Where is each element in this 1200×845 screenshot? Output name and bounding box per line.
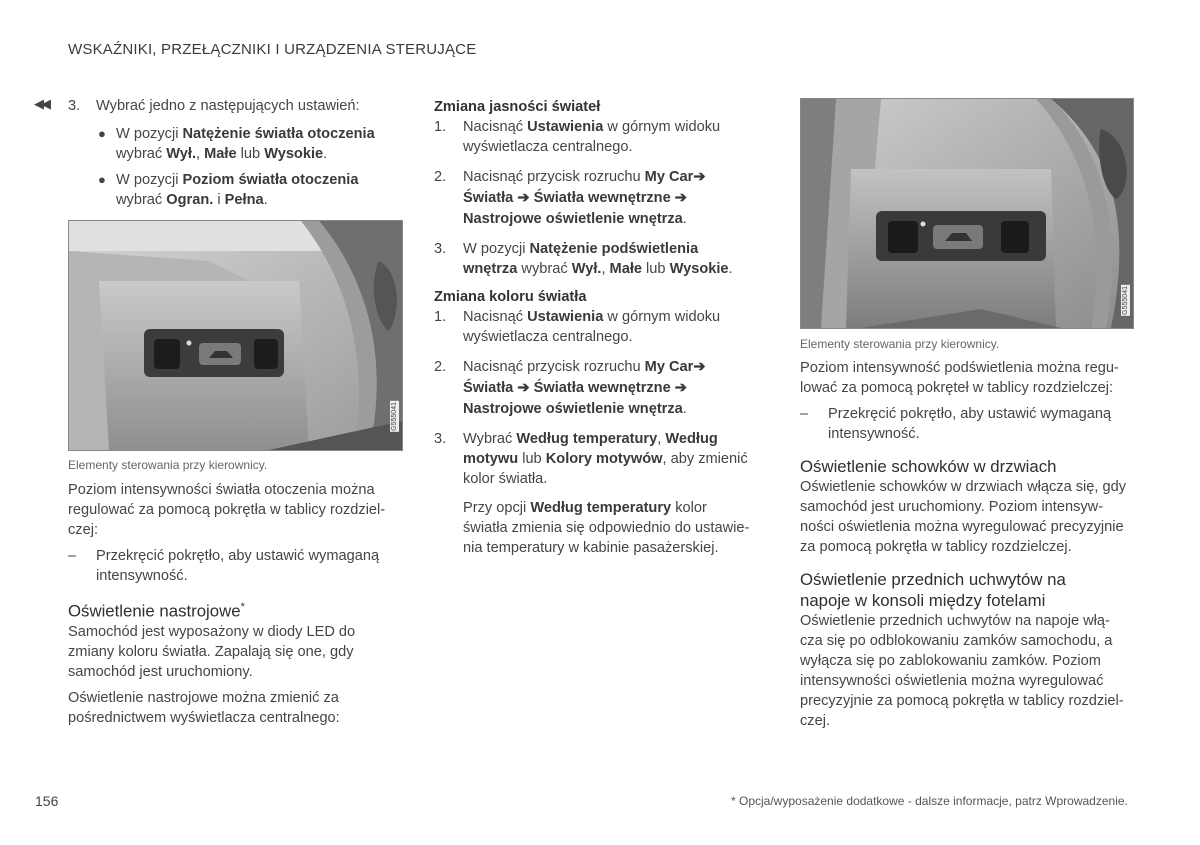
step-number: 3. <box>434 241 447 257</box>
footnote-marker: * <box>240 601 245 613</box>
arrow-right-icon: ➔ <box>517 190 530 206</box>
dash-item <box>800 404 1140 444</box>
text: Przekręcić pokrętło, aby ustawić wymaganą <box>96 548 380 564</box>
section-heading <box>68 597 403 622</box>
step-number: 2. <box>434 169 447 185</box>
option: Ogran. <box>166 192 214 208</box>
photo-caption: Elementy sterowania przy kierownicy. <box>800 337 1000 351</box>
step-3 <box>434 239 769 279</box>
paragraph-line: intensywności oświetlenia można wyregulować <box>800 673 1104 689</box>
paragraph-line: za pomocą pokrętła w tablicy rozdzielczej. <box>800 539 1072 555</box>
text: kolor światła. <box>463 471 548 487</box>
text: nia temperatury w kabinie pasażerskiej. <box>463 540 719 556</box>
arrow-right-icon: ➔ <box>693 359 706 375</box>
bullet-icon: ● <box>98 172 106 187</box>
page-number: 156 <box>35 793 59 809</box>
setting-name: Natężenie podświetlenia <box>529 241 699 257</box>
option: motywu <box>463 451 519 467</box>
step-number: 2. <box>434 359 447 375</box>
steering-controls-photo <box>800 98 1134 329</box>
text: wyświetlacza centralnego. <box>463 329 633 345</box>
menu-path: My Car <box>644 169 694 185</box>
text: i <box>213 192 225 208</box>
text: w górnym widoku <box>603 119 721 135</box>
step-1 <box>434 307 769 347</box>
paragraph-line: samochód jest uruchomiony. <box>68 663 253 680</box>
bullet-icon: ● <box>98 126 106 141</box>
setting-name: Ustawienia <box>527 119 604 135</box>
page-header: WSKAŹNIKI, PRZEŁĄCZNIKI I URZĄDZENIA STERUJĄCE <box>68 41 477 58</box>
text: Przekręcić pokrętło, aby ustawić wymaganą <box>828 406 1112 422</box>
text: wyświetlacza centralnego. <box>463 139 633 155</box>
column-3 <box>800 358 1140 731</box>
note <box>463 498 769 558</box>
back-nav-icon[interactable]: ◀◀ <box>34 96 48 111</box>
menu-path: My Car <box>644 359 694 375</box>
step-2 <box>434 167 769 230</box>
step-number: 1. <box>434 119 447 135</box>
paragraph-line: cza się po odblokowaniu zamków samochodu, a <box>800 633 1113 649</box>
option: Według temperatury <box>530 500 672 516</box>
text: Nacisnąć <box>463 119 528 135</box>
heading-text: Oświetlenie nastrojowe <box>68 601 241 621</box>
option: Małe <box>609 261 642 277</box>
menu-path: Światła wewnętrzne <box>533 190 671 206</box>
paragraph-line: zmiany koloru światła. Zapalają się one, gdy <box>68 643 354 660</box>
steering-controls-photo <box>68 220 403 451</box>
text: intensywność. <box>828 426 920 442</box>
section-heading: Oświetlenie schowków w drzwiach <box>800 457 1057 476</box>
option: Wysokie <box>264 146 324 162</box>
photo-illustration <box>801 99 1133 328</box>
paragraph-line: pośrednictwem wyświetlacza centralnego: <box>68 709 340 726</box>
paragraph-line: Oświetlenie nastrojowe można zmienić za <box>68 689 339 706</box>
text: W pozycji <box>116 126 183 142</box>
footnote: * Opcja/wyposażenie dodatkowe - dalsze informacje, patrz Wprowadzenie. <box>731 794 1128 808</box>
list-item <box>68 124 398 164</box>
step-1 <box>434 117 769 157</box>
text: , <box>601 261 610 277</box>
option: Wysokie <box>669 261 729 277</box>
dash: – <box>800 406 809 422</box>
subheading: Zmiana jasności świateł <box>434 99 601 115</box>
text: wybrać <box>116 192 167 208</box>
setting-name: wnętrza <box>463 261 518 277</box>
arrow-right-icon: ➔ <box>674 380 688 396</box>
text: , aby zmienić <box>662 451 748 467</box>
dash: – <box>68 548 77 564</box>
section-heading <box>800 569 1140 611</box>
option: Według <box>665 431 718 447</box>
option: Pełna <box>224 192 264 208</box>
menu-path: Światła <box>463 190 514 206</box>
option: Małe <box>204 146 237 162</box>
column-2 <box>434 97 769 558</box>
menu-path: Światła <box>463 380 514 396</box>
paragraph-line: regulować za pomocą pokrętła w tablicy rozdziel- <box>68 502 386 518</box>
arrow-right-icon: ➔ <box>674 190 688 206</box>
arrow-right-icon: ➔ <box>693 169 706 185</box>
text: kolor <box>671 500 707 516</box>
option: Według temperatury <box>516 431 658 447</box>
paragraph-line: Oświetlenie schowków w drzwiach włącza się, gdy <box>800 479 1127 495</box>
text: lub <box>236 146 265 162</box>
text: wybrać <box>517 261 572 277</box>
text: . <box>728 261 733 277</box>
text: . <box>323 146 328 162</box>
text: w górnym widoku <box>603 309 721 325</box>
text: W pozycji <box>116 172 183 188</box>
paragraph-line: Poziom intensywność podświetlenia można regu- <box>800 360 1119 376</box>
text: lub <box>642 261 670 277</box>
text: Przy opcji <box>463 500 531 516</box>
step-number: 3. <box>68 98 81 114</box>
text: , <box>196 146 205 162</box>
heading-line: Oświetlenie przednich uchwytów na <box>800 570 1066 589</box>
option: Kolory motywów <box>545 451 663 467</box>
text: lub <box>518 451 546 467</box>
menu-path: Nastrojowe oświetlenie wnętrza <box>463 211 683 227</box>
step-3 <box>68 96 398 116</box>
photo-illustration <box>69 221 402 450</box>
menu-path: Nastrojowe oświetlenie wnętrza <box>463 401 683 417</box>
text: , <box>657 431 666 447</box>
text: . <box>682 211 687 227</box>
text: Nacisnąć <box>463 309 528 325</box>
photo-caption: Elementy sterowania przy kierownicy. <box>68 458 268 472</box>
step-number: 1. <box>434 309 447 325</box>
subheading: Zmiana koloru światła <box>434 289 587 305</box>
text: światła zmienia się odpowiednio do ustawie- <box>463 520 750 536</box>
setting-name: Natężenie światła otoczenia <box>182 126 375 142</box>
paragraph-line: czej. <box>800 713 831 729</box>
text: W pozycji <box>463 241 530 257</box>
paragraph-line: precyzyjnie za pomocą pokrętła w tablicy rozdziel- <box>800 693 1124 709</box>
image-code: G555041 <box>1122 286 1129 315</box>
text: Wybrać <box>463 431 517 447</box>
dash-item <box>68 546 403 586</box>
option: Wył. <box>571 261 602 277</box>
text: . <box>682 401 687 417</box>
step-number: 3. <box>434 431 447 447</box>
option: Wył. <box>166 146 197 162</box>
list-item <box>68 170 398 210</box>
text: Nacisnąć przycisk rozruchu <box>463 169 645 185</box>
text: . <box>263 192 268 208</box>
image-code: G555041 <box>391 402 398 431</box>
text: intensywność. <box>96 568 188 584</box>
menu-path: Światła wewnętrzne <box>533 380 671 396</box>
paragraph-line: ności oświetlenia można wyregulować precyzyjnie <box>800 519 1124 535</box>
step-text: Wybrać jedno z następujących ustawień: <box>96 98 360 114</box>
paragraph-line: Oświetlenie przednich uchwytów na napoje włą- <box>800 613 1110 629</box>
paragraph-line: lować za pomocą pokręteł w tablicy rozdzielczej: <box>800 380 1114 396</box>
paragraph-line: Samochód jest wyposażony w diody LED do <box>68 623 356 640</box>
paragraph-line: wyłącza się po zablokowaniu zamków. Poziom <box>800 653 1101 669</box>
paragraph-line: czej: <box>68 522 99 538</box>
paragraph-line: samochód jest uruchomiony. Poziom intensyw- <box>800 499 1104 515</box>
column-1 <box>68 96 398 210</box>
setting-name: Ustawienia <box>527 309 604 325</box>
paragraph-line: Poziom intensywności światła otoczenia można <box>68 482 375 498</box>
column-1-lower <box>68 480 403 728</box>
text: wybrać <box>116 146 167 162</box>
step-3 <box>434 429 769 558</box>
text: Nacisnąć przycisk rozruchu <box>463 359 645 375</box>
setting-name: Poziom światła otoczenia <box>182 172 359 188</box>
heading-line: napoje w konsoli między fotelami <box>800 591 1046 610</box>
step-2 <box>434 357 769 420</box>
arrow-right-icon: ➔ <box>517 380 530 396</box>
